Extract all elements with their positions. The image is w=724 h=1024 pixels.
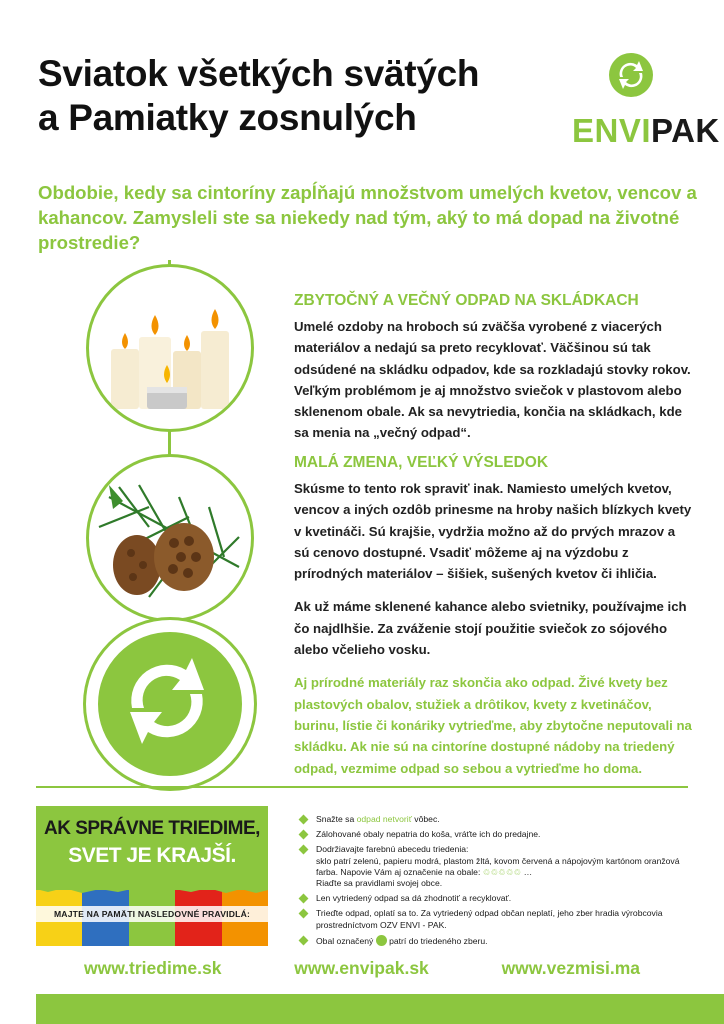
sorting-banner xyxy=(36,806,268,946)
footer-links xyxy=(36,958,688,979)
list-item: Dodržiavajte farebnú abecedu triedenia: sklo patrí zelenú, papieru modrá, plastom žltá, kovom červená a nápojovým kartónom oranžová farba. Napovie Vám aj označenie na obale: ♲♲♲♲♲ … Riaďte sa pravidlami svojej obce. xyxy=(298,844,696,889)
green-dot-icon xyxy=(376,935,387,946)
divider xyxy=(36,786,688,788)
list-item: Snažte sa odpad netvoriť vôbec. xyxy=(298,814,696,825)
recycle-circle-illustration xyxy=(86,620,254,788)
link-envipak[interactable]: www.envipak.sk xyxy=(294,958,429,978)
section-heading: ZBYTOČNÝ A VEČNÝ ODPAD NA SKLÁDKACH xyxy=(294,292,639,309)
page-title xyxy=(38,52,558,140)
torn-edge xyxy=(36,884,268,894)
envipak-logo xyxy=(568,52,720,156)
rules-list xyxy=(298,814,696,951)
list-item: Trieďte odpad, oplatí sa to. Za vytriedený odpad občan neplatí, jeho zber hradia výrobcovia prostredníctvom OZV ENVI - PAK. xyxy=(298,908,696,930)
section-text: Skúsme to tento rok spraviť inak. Namiesto umelých kvetov, vencov a iných ozdôb prinesme na hroby našich blízkych kvety v kvetináči. Sú krajšie, vydržia možno až do prvých mrazov a sú cenovo dostupné. Vsadiť môžeme aj na výzdobu z prírodných materiálov – šišiek, sušených kvetov či ihličia. xyxy=(294,481,692,582)
logo-wordmark: ENVIPAK xyxy=(572,112,720,149)
link-triedime[interactable]: www.triedime.sk xyxy=(84,958,222,978)
section-text: Ak už máme sklenené kahance alebo svietniky, používajme ich čo najdlhšie. Za zváženie stojí použitie sviečok zo sójového alebo včelieho vosku. xyxy=(294,599,687,658)
section-change xyxy=(294,454,694,779)
banner-line-3: MAJTE NA PAMÄTI NASLEDOVNÉ PRAVIDLÁ: xyxy=(36,906,268,922)
list-item: Len vytriedený odpad sa dá zhodnotiť a recyklovať. xyxy=(298,893,696,904)
banner-line-2: SVET JE KRAJŠÍ. xyxy=(68,844,236,867)
list-item: Zálohované obaly nepatria do koša, vráťte ich do predajne. xyxy=(298,829,696,840)
recycle-arrows-icon xyxy=(98,632,236,770)
footer-bar xyxy=(36,994,724,1024)
link-vezmisi[interactable]: www.vezmisi.ma xyxy=(501,958,640,978)
section-waste xyxy=(294,292,694,444)
candles-illustration xyxy=(86,264,254,432)
title-line-1: Sviatok všetkých svätých xyxy=(38,53,480,94)
section-text: Umelé ozdoby na hroboch sú zväčša vyrobené z viacerých materiálov a nedajú sa preto recyklovať. Väčšinou sú tak odsúdené na skládku odpadov, kde sa rozkladajú stovky rokov. Veľkým problémom je aj množstvo sviečok v plastovom alebo sklenenom obale. Ak sa nevytriedia, končia na skládkach, kde sa menia na „večný odpad“. xyxy=(294,319,691,441)
pinecone-illustration xyxy=(86,454,254,622)
section-heading: MALÁ ZMENA, VEĽKÝ VÝSLEDOK xyxy=(294,454,549,471)
banner-line-1: AK SPRÁVNE TRIEDIME, xyxy=(44,818,260,839)
section-text-green: Aj prírodné materiály raz skončia ako odpad. Živé kvety bez plastových obalov, stužiek a drôtikov, kvety z kvetináčov, burinu, lístie či konáriky vytrieďme, aby zbytočne neputovali na skládku. Ak nie sú na cintoríne dostupné nádoby na triedený odpad, vezmime odpad so sebou a vytrieďme ho doma. xyxy=(294,675,692,776)
recycle-arrows-icon xyxy=(608,52,654,98)
title-line-2: a Pamiatky zosnulých xyxy=(38,97,417,138)
list-item: Obal označený patrí do triedeného zberu. xyxy=(298,935,696,947)
intro-text: Obdobie, kedy sa cintoríny zapĺňajú množstvom umelých kvetov, vencov a kahancov. Zamysleli ste sa niekedy nad tým, aký to má dopad na životné prostredie? xyxy=(38,182,697,253)
recycle-marks-icon: ♲♲♲♲♲ xyxy=(482,866,522,877)
